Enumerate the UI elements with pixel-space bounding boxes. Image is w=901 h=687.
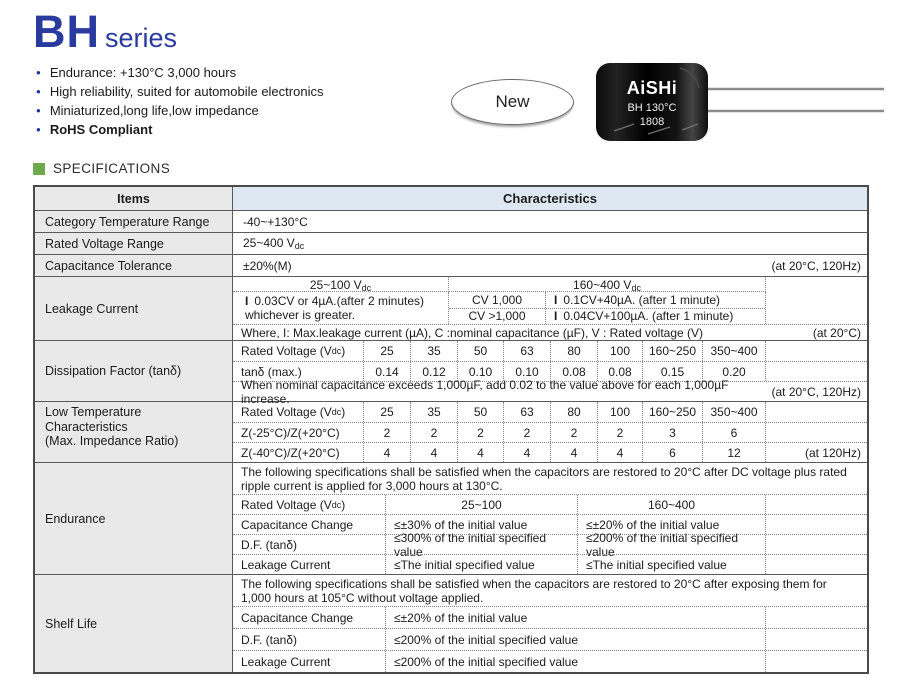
- row-label: Category Temperature Range: [35, 211, 233, 232]
- col-header-characteristics: Characteristics: [503, 191, 597, 206]
- row-endurance: [35, 462, 867, 574]
- condition-note: (at 120Hz): [804, 445, 861, 460]
- row-value: 25~400 $V_{dc}$: [243, 236, 305, 251]
- leakage-high-row: CV >1,000 I 0.04CV+100µA. (after 1 minute): [449, 308, 765, 325]
- capacitor-image: [596, 61, 888, 148]
- feature-item: [36, 85, 323, 99]
- series-name: BH: [33, 6, 100, 57]
- capacitor-series-temp: BH 130°C: [627, 102, 677, 114]
- table-header-row: [35, 187, 867, 210]
- row-leakage-current: [35, 276, 867, 340]
- series-suffix: series: [105, 23, 178, 53]
- row-label: Rated Voltage Range: [35, 233, 233, 254]
- feature-item: [36, 66, 323, 80]
- capacitor-datecode: 1808: [639, 116, 665, 128]
- feature-list: [36, 66, 323, 142]
- row-value: -40~+130°C: [243, 214, 308, 229]
- dissipation-voltage-row: Rated Voltage (V dc ) 25 35 50 63 80 100 160~250 350~400: [233, 341, 867, 361]
- bullet-icon: ●: [36, 87, 41, 96]
- leakage-high-formulas: [449, 292, 766, 324]
- specifications-heading: [33, 161, 170, 176]
- green-square-icon: [33, 163, 45, 175]
- lowtemp-voltage-row: Rated Voltage (V dc ) 25 35 50 63 80 100 160~250 350~400: [233, 402, 867, 422]
- leakage-high-range: 160~400 $V_{dc}$: [449, 277, 766, 292]
- col-header-items: Items: [35, 187, 233, 210]
- row-rated-voltage-range: [35, 232, 867, 254]
- feature-text: High reliability, suited for automobile electronics: [49, 84, 324, 99]
- capacitor-brand: AiSHi: [626, 78, 678, 98]
- endurance-intro: The following specifications shall be satisfied when the capacitors are restored to 20°C after DC voltage plus rated ripple current is applied for 3,000 hours at 130°C.: [241, 465, 847, 493]
- dissipation-note: When nominal capacitance exceeds 1,000µF, add 0.02 to the value above for each 1,000µF increase. (at 20°C, 120Hz): [233, 381, 867, 401]
- leakage-low-formula: I 0.03CV or 4µA.(after 2 minutes) whichever is greater.: [233, 292, 449, 324]
- row-value: ±20%(M): [243, 258, 292, 273]
- endurance-voltage-row: Rated Voltage (V dc ) 25~100 160~400: [233, 494, 867, 514]
- bullet-icon: ●: [36, 106, 41, 115]
- bullet-icon: ●: [36, 68, 41, 77]
- dissipation-values-row: tanδ (max.) 0.14 0.12 0.10 0.10 0.08 0.08 0.15 0.20: [233, 361, 867, 381]
- condition-note: (at 20°C): [812, 325, 861, 340]
- condition-note: (at 20°C, 120Hz): [771, 384, 861, 399]
- feature-text: RoHS Compliant: [49, 122, 153, 137]
- row-category-temperature-range: [35, 210, 867, 232]
- leakage-high-row: CV 1,000 I 0.1CV+40µA. (after 1 minute): [449, 292, 765, 308]
- row-low-temperature: [35, 401, 867, 462]
- shelf-cap-change-row: Capacitance Change ≤±20% of the initial value: [233, 606, 867, 628]
- capacitor-svg: [596, 61, 888, 143]
- lowtemp-z40-row: Z(-40°C)/Z(+20°C) 4 4 4 4 4 4 6 12 (at 120Hz): [233, 442, 867, 462]
- specifications-title: SPECIFICATIONS: [53, 161, 171, 176]
- page-title: [33, 6, 177, 58]
- row-label: Endurance: [35, 463, 233, 574]
- bullet-icon: ●: [36, 125, 41, 134]
- row-dissipation-factor: [35, 340, 867, 406]
- endurance-leakage-row: Leakage Current ≤The initial specified value ≤The initial specified value: [233, 554, 867, 574]
- row-label: Shelf Life: [35, 575, 233, 672]
- row-label: Capacitance Tolerance: [35, 255, 233, 276]
- leakage-where-note: Where, I: Max.leakage current (µA), C :nominal capacitance (µF), V : Rated voltage (V) (at 20°C): [233, 324, 867, 340]
- leakage-low-range: 25~100 $V_{dc}$: [233, 277, 449, 292]
- shelf-intro: The following specifications shall be satisfied when the capacitors are restored to 20°C after exposing them for 1,000 hours at 105°C without voltage applied.: [241, 577, 827, 605]
- row-capacitance-tolerance: [35, 254, 867, 276]
- endurance-df-row: D.F. (tanδ) ≤300% of the initial specified value ≤200% of the initial specified value: [233, 534, 867, 554]
- new-badge-label: New: [495, 92, 530, 111]
- new-badge: [451, 79, 574, 125]
- feature-text: Endurance: +130°C 3,000 hours: [49, 65, 237, 80]
- row-label: Low Temperature Characteristics (Max. Impedance Ratio): [35, 402, 233, 462]
- row-label: Leakage Current: [35, 277, 233, 340]
- shelf-df-row: D.F. (tanδ) ≤200% of the initial specified value: [233, 628, 867, 650]
- row-label: Dissipation Factor (tanδ): [35, 341, 233, 401]
- endurance-cap-change-row: Capacitance Change ≤±30% of the initial value ≤±20% of the initial value: [233, 514, 867, 534]
- feature-item: [36, 104, 323, 118]
- feature-text: Miniaturized,long life,low impedance: [49, 103, 259, 118]
- feature-item: [36, 123, 323, 137]
- specifications-table: [33, 185, 869, 674]
- row-shelf-life: [35, 574, 867, 672]
- shelf-leakage-row: Leakage Current ≤200% of the initial specified value: [233, 650, 867, 672]
- lowtemp-z25-row: Z(-25°C)/Z(+20°C) 2 2 2 2 2 2 3 6: [233, 422, 867, 442]
- condition-note: (at 20°C, 120Hz): [771, 258, 861, 273]
- leakage-voltage-headers: [233, 277, 867, 292]
